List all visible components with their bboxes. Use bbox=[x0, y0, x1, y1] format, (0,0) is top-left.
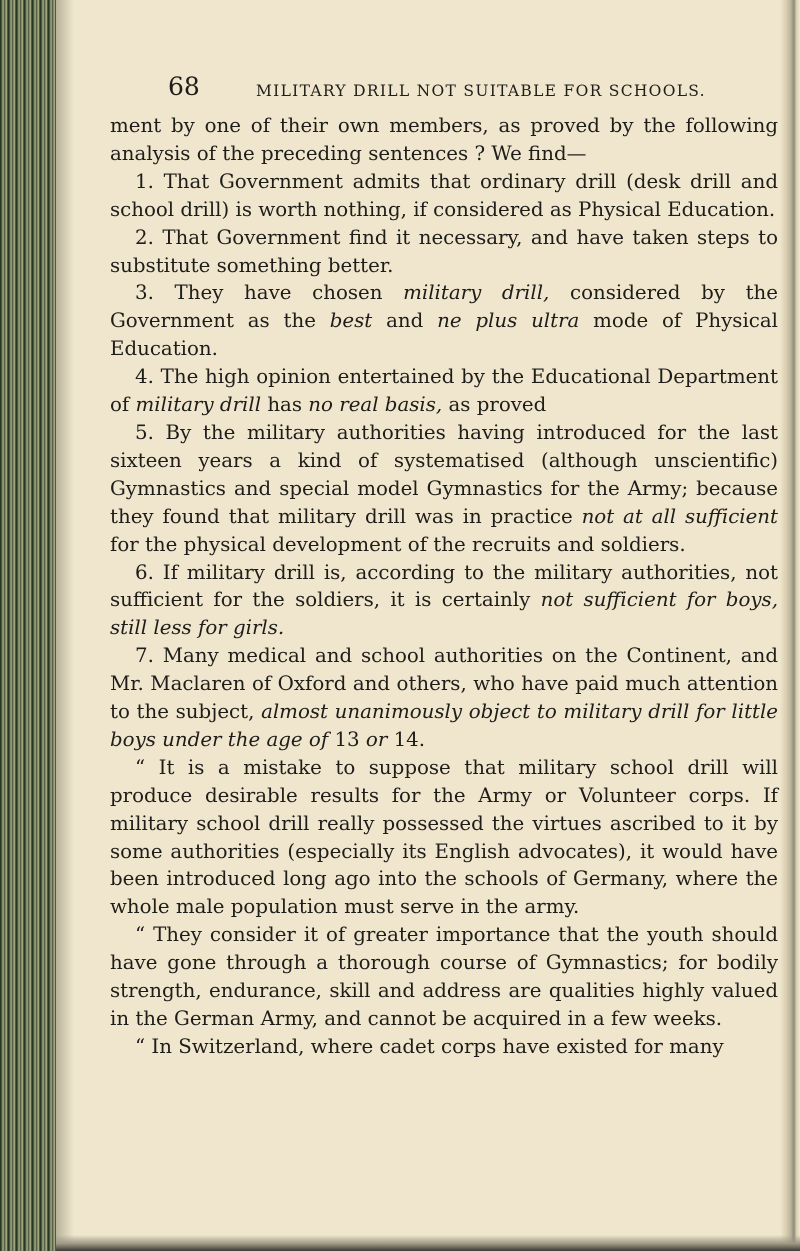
text-run: 1. That Government admits that ordinary drill (desk drill and school drill) is worth nothing, if considered as Physical Education. bbox=[110, 169, 778, 221]
text-run: 3. They have chosen bbox=[135, 281, 404, 305]
text-run: 13 bbox=[328, 727, 366, 751]
italic-text: best bbox=[329, 309, 373, 333]
paragraph bbox=[110, 363, 778, 419]
running-head: MILITARY DRILL NOT SUITABLE FOR SCHOOLS. bbox=[256, 82, 706, 100]
text-run: considered by the Government as the bbox=[110, 281, 778, 333]
text-run: 4. The high opinion entertained by the Educational Department of bbox=[110, 365, 778, 417]
text-run: “ In Switzerland, where cadet corps have existed for many bbox=[135, 1034, 724, 1058]
page-right-edge bbox=[780, 0, 800, 1251]
italic-text: almost unanimously object to military drill for little boys under the age of bbox=[110, 700, 778, 751]
text-run: 14. bbox=[387, 727, 426, 751]
italic-text: military drill bbox=[135, 393, 262, 417]
text-run: ment by one of their own members, as proved by the following analysis of the preceding sentences ? We find— bbox=[110, 114, 778, 165]
book-spine-gutter bbox=[0, 0, 56, 1251]
paragraph bbox=[110, 642, 778, 754]
paragraph bbox=[110, 921, 778, 1033]
paragraph bbox=[110, 279, 778, 363]
text-run: has bbox=[261, 393, 309, 417]
body-text bbox=[110, 112, 778, 1061]
italic-text: or bbox=[365, 727, 388, 751]
paragraph bbox=[110, 112, 778, 168]
paragraph bbox=[110, 754, 778, 921]
text-run: 2. That Government find it necessary, and have taken steps to substitute something better. bbox=[110, 225, 778, 277]
paragraph bbox=[110, 168, 778, 224]
book-page bbox=[110, 72, 778, 1061]
text-run: 6. If military drill is, according to the military authorities, not sufficient for the soldiers, it is certainly bbox=[110, 560, 778, 612]
text-run: as proved bbox=[442, 393, 547, 417]
page-number: 68 bbox=[168, 72, 200, 101]
italic-text: not sufficient for boys, still less for girls. bbox=[110, 588, 778, 640]
italic-text: not at all sufficient bbox=[581, 504, 778, 528]
text-run: “ They consider it of greater importance that the youth should have gone through a thorough course of Gymnastics; for bodily strength, endurance, skill and address are qualities highly valued in the German Army, and cannot be acquired in a few weeks. bbox=[110, 923, 778, 1030]
page-header bbox=[110, 72, 778, 112]
paragraph bbox=[110, 419, 778, 559]
italic-text: ne plus ultra bbox=[437, 309, 580, 333]
text-run: “ It is a mistake to suppose that military school drill will produce desirable results for the Army or Volunteer corps. If military school drill really possessed the virtues ascribed to it by some authorities (especially its English advocates), it would have been introduced long ago into the schools of Germany, where the whole male population must serve in the army. bbox=[110, 755, 778, 919]
gutter-shadow bbox=[56, 0, 74, 1251]
text-run: 7. Many medical and school authorities on the Continent, and Mr. Maclaren of Oxford and others, who have paid much attention to the subject, bbox=[110, 644, 778, 724]
paragraph bbox=[110, 224, 778, 280]
page-bottom-edge bbox=[56, 1235, 800, 1251]
text-run: 5. By the military authorities having introduced for the last sixteen years a kind of systematised (although unscientific) Gymnastics and special model Gymnastics for the Army; because they found that military drill was in practice bbox=[110, 420, 778, 528]
text-run: for the physical development of the recruits and soldiers. bbox=[110, 532, 686, 556]
italic-text: no real basis, bbox=[308, 393, 443, 417]
paragraph bbox=[110, 1033, 778, 1061]
text-run: mode of Physical Education. bbox=[110, 309, 778, 361]
italic-text: military drill, bbox=[403, 281, 550, 305]
paragraph bbox=[110, 559, 778, 643]
text-run: and bbox=[372, 309, 438, 333]
